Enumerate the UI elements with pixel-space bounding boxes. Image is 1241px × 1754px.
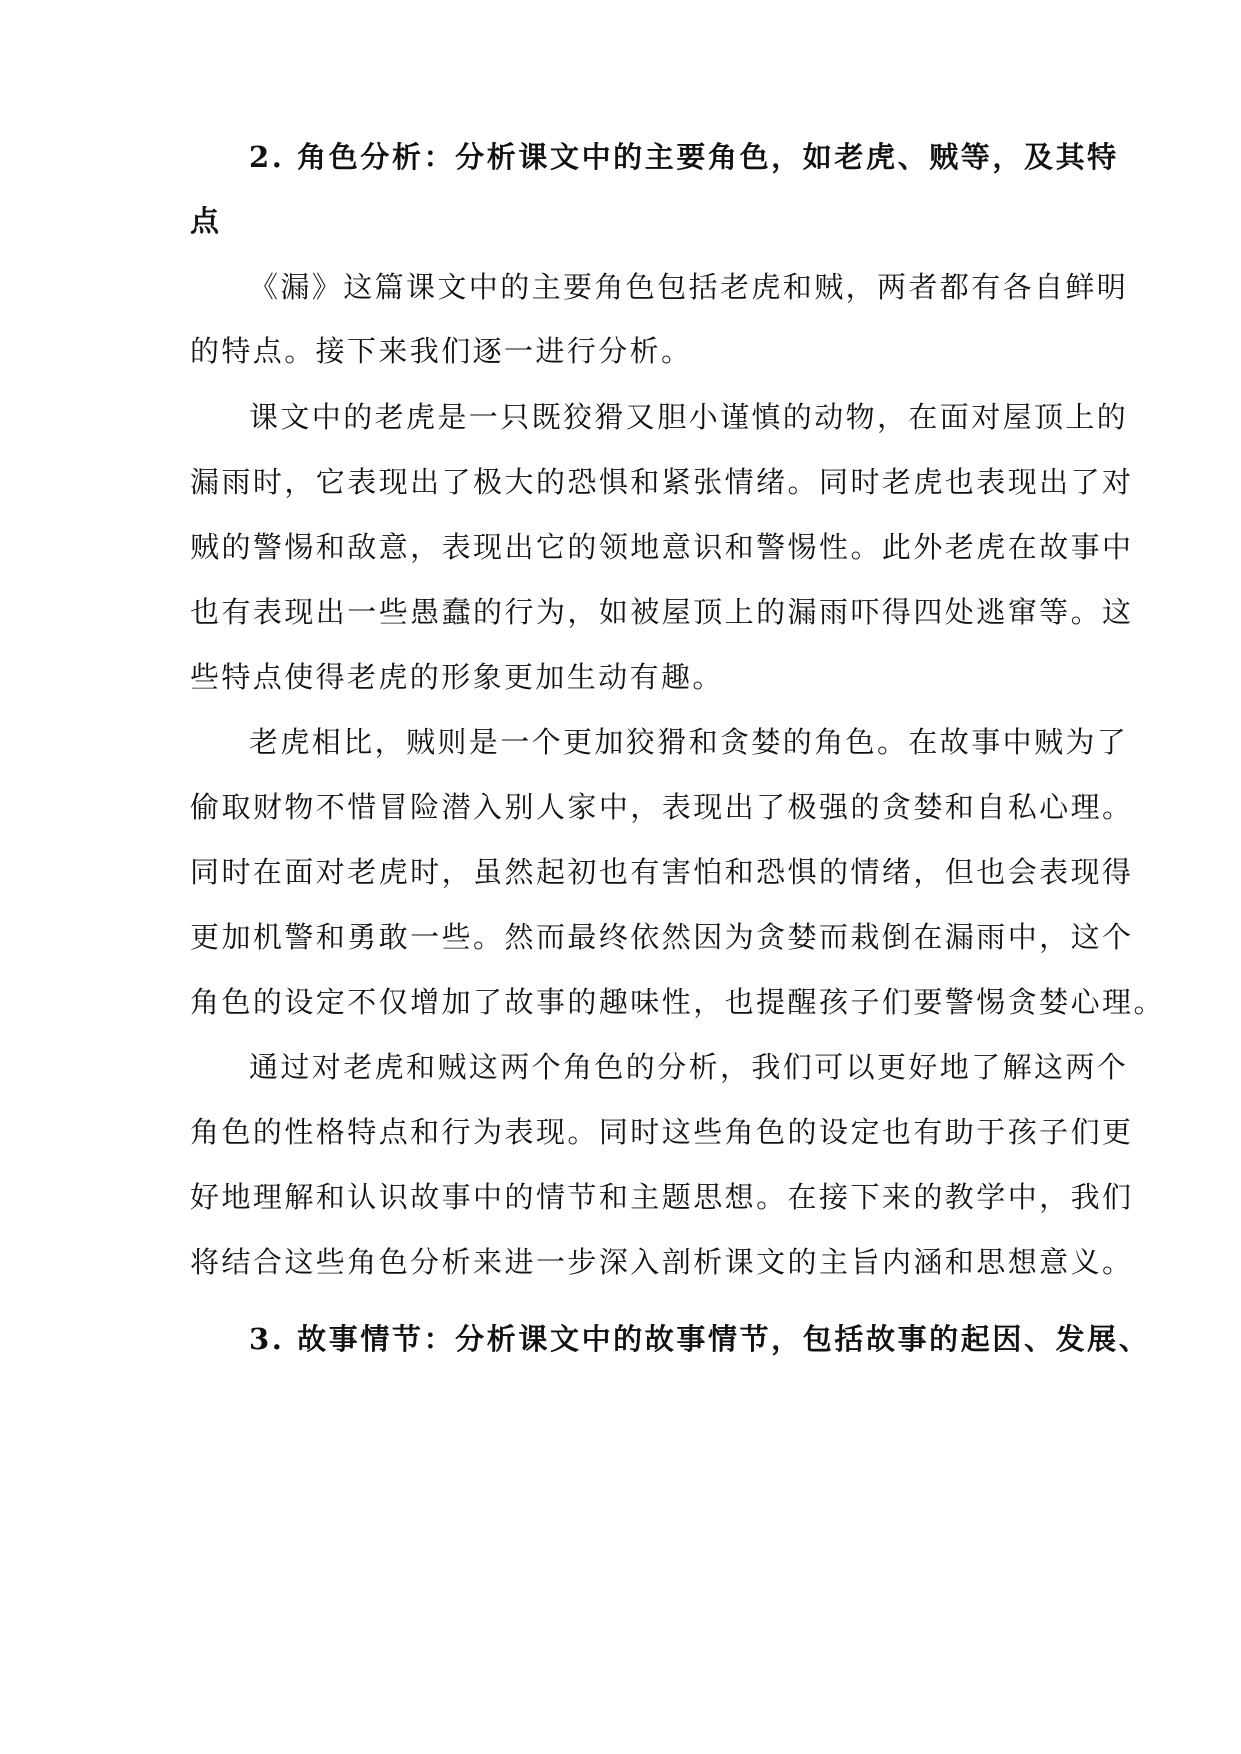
paragraph-line: 漏雨时，它表现出了极大的恐惧和紧张情绪。同时老虎也表现出了对 [190, 465, 1134, 499]
paragraph-line: 也有表现出一些愚蠢的行为，如被屋顶上的漏雨吓得四处逃窜等。这 [190, 595, 1134, 629]
paragraph-line: 将结合这些角色分析来进一步深入剖析课文的主旨内涵和思想意义。 [190, 1245, 1134, 1279]
paragraph-line: 好地理解和认识故事中的情节和主题思想。在接下来的教学中，我们 [190, 1180, 1134, 1214]
paragraph-line: 老虎相比，贼则是一个更加狡猾和贪婪的角色。在故事中贼为了 [249, 725, 1129, 759]
paragraph-line: 同时在面对老虎时，虽然起初也有害怕和恐惧的情绪，但也会表现得 [190, 855, 1134, 889]
section-heading-2: 2. 角色分析：分析课文中的主要角色，如老虎、贼等，及其特 [249, 140, 1119, 174]
section-heading-2-continued: 点 [190, 204, 222, 238]
paragraph-line: 角色的性格特点和行为表现。同时这些角色的设定也有助于孩子们更 [190, 1115, 1134, 1149]
paragraph-line: 贼的警惕和敌意，表现出它的领地意识和警惕性。此外老虎在故事中 [190, 530, 1134, 564]
paragraph-line: 更加机警和勇敢一些。然而最终依然因为贪婪而栽倒在漏雨中，这个 [190, 920, 1134, 954]
paragraph-line: 些特点使得老虎的形象更加生动有趣。 [190, 660, 724, 694]
paragraph-line: 课文中的老虎是一只既狡猾又胆小谨慎的动物，在面对屋顶上的 [249, 400, 1129, 434]
paragraph-line: 偷取财物不惜冒险潜入别人家中，表现出了极强的贪婪和自私心理。 [190, 790, 1134, 824]
paragraph-line: 通过对老虎和贼这两个角色的分析，我们可以更好地了解这两个 [249, 1050, 1129, 1084]
paragraph-line: 的特点。接下来我们逐一进行分析。 [190, 334, 693, 368]
paragraph-line: 《漏》这篇课文中的主要角色包括老虎和贼，两者都有各自鲜明 [249, 270, 1129, 304]
section-heading-3: 3. 故事情节：分析课文中的故事情节，包括故事的起因、发展、 [249, 1322, 1151, 1356]
paragraph-line: 角色的设定不仅增加了故事的趣味性，也提醒孩子们要警惕贪婪心理。 [190, 985, 1165, 1019]
